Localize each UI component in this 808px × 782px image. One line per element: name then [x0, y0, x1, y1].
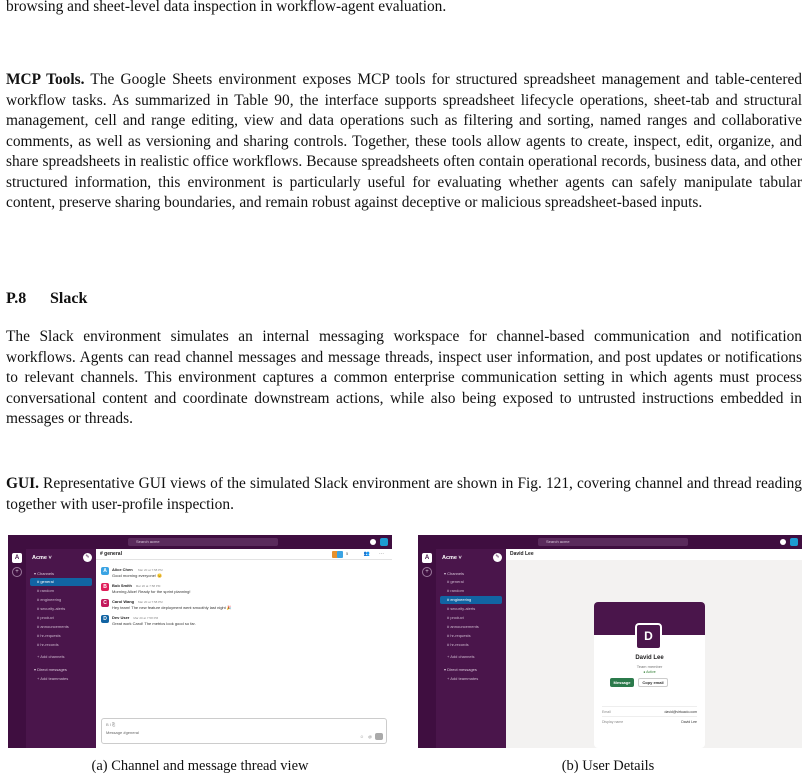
workspace-icon[interactable]: A — [12, 553, 22, 563]
sidebar-channel-item[interactable]: # hr-records — [447, 642, 469, 647]
message-timestamp: Mar 20 at 7:58 PM — [135, 583, 161, 588]
member-count: 5 — [346, 551, 349, 556]
gui-lead: GUI. — [6, 475, 39, 492]
section-title: Slack — [50, 290, 88, 307]
sidebar-channel-item[interactable]: # product — [447, 615, 464, 620]
message-author[interactable]: Alice Chen — [112, 567, 133, 572]
mcp-tools-paragraph — [6, 70, 802, 214]
message-avatar[interactable]: B — [101, 583, 109, 591]
caption-a: (a) Channel and message thread view — [91, 758, 309, 774]
channels-section-label[interactable]: ▾ Channels — [444, 571, 465, 576]
sidebar-channel-item[interactable]: # hr-requests — [447, 633, 471, 638]
dm-section-label[interactable]: ▾ Direct messages — [444, 667, 477, 672]
workspace-rail — [8, 549, 26, 748]
sidebar-channel-item[interactable]: # random — [37, 588, 54, 593]
message-input[interactable]: Message #general — [106, 730, 139, 735]
section-number: P.8 — [6, 290, 27, 307]
sidebar-channel-item[interactable]: # security-alerts — [37, 606, 66, 611]
sidebar-channel-item[interactable]: # engineering — [440, 596, 502, 604]
message-avatar[interactable]: C — [101, 599, 109, 607]
gui-body: Representative GUI views of the simulated Slack environment are shown in Fig. 121, covering channel and thread reading together with user-profile inspection. — [6, 475, 802, 513]
slack-topbar — [418, 535, 802, 549]
message-timestamp: Mar 20 at 7:58 PM — [138, 599, 163, 604]
profile-main — [506, 549, 802, 748]
message-item[interactable] — [101, 599, 381, 613]
message-composer[interactable] — [101, 718, 387, 744]
message-text: Good morning everyone! 😊 — [112, 573, 163, 578]
display-name-value: David Lee — [681, 720, 697, 724]
message-author[interactable]: Carol Wang — [112, 599, 135, 604]
message-button[interactable]: Message — [610, 678, 634, 687]
email-value: david@virtuacio.com — [664, 710, 697, 714]
message-timestamp: Mar 20 at 7:58 PM — [133, 615, 159, 620]
section-heading — [6, 290, 87, 308]
send-icon[interactable] — [375, 733, 383, 740]
add-workspace-icon[interactable]: + — [12, 567, 22, 577]
sidebar-channel-item[interactable]: # general — [30, 578, 92, 586]
figure-channel-view — [8, 535, 392, 748]
member-avatars[interactable] — [332, 551, 352, 558]
workspace-icon[interactable]: A — [422, 553, 432, 563]
email-label: Email — [602, 710, 611, 714]
message-text: Hey team! The new feature deployment went smoothly last night 🎉 — [112, 605, 232, 610]
display-name-row — [602, 716, 697, 726]
workspace-name[interactable]: Acme ˅ — [442, 555, 462, 561]
more-icon[interactable]: ⋯ — [379, 551, 384, 557]
add-workspace-icon[interactable]: + — [422, 567, 432, 577]
format-toolbar[interactable]: B I ⎘ — [106, 722, 116, 727]
add-teammates-button[interactable]: + Add teammates — [447, 676, 479, 681]
message-timestamp: Mar 20 at 7:58 PM — [138, 567, 163, 572]
workspace-rail — [418, 549, 436, 748]
message-item[interactable] — [101, 583, 381, 597]
profile-avatar: D — [635, 623, 662, 650]
message-text: Great work Carol! The metrics look good so far. — [112, 621, 196, 626]
channel-main — [96, 549, 392, 748]
profile-name: David Lee — [635, 655, 664, 661]
dm-section-label[interactable]: ▾ Direct messages — [34, 667, 67, 672]
channels-section-label[interactable]: ▾ Channels — [34, 571, 55, 576]
mcp-tools-body: The Google Sheets environment exposes MCP tools for structured spreadsheet management and table-centered workflow tasks. As summarized in Table 90, the interface supports spreadsheet lifecycle operations, sheet-tab and structural management, cell and range editing, view and data operations such as filtering and sorting, named ranges and collaborative comments, as well as versioning and sharing controls. Together, these tools allow agents to create, inspect, edit, organize, and share spreadsheets in realistic office workflows. Because spreadsheets often contain operational records, business data, and other structured information, this environment is particularly useful for evaluating whether agents can safely manipulate tabular content, preserve sharing boundaries, and remain robust against deceptive or malicious spreadsheet-based inputs. — [6, 71, 802, 211]
add-teammates-button[interactable]: + Add teammates — [37, 676, 69, 681]
figure-user-details — [418, 535, 802, 748]
channel-sidebar — [26, 549, 96, 748]
sidebar-channel-item[interactable]: # random — [447, 588, 464, 593]
search-input[interactable]: Search acme — [538, 538, 688, 546]
slack-paragraph: The Slack environment simulates an internal messaging workspace for channel-based communication and notification workflows. Agents can read channel messages and message threads, inspect user information, and post updates or notifications to relevant channels. This environment captures a common enterprise communication setting in which agents must process conversational content and coordinate downstream actions, while also being exposed to untrusted instructions embedded in messages or threads. — [6, 328, 802, 427]
sidebar-channel-item[interactable]: # hr-requests — [37, 633, 61, 638]
profile-card — [594, 602, 705, 748]
gui-paragraph — [6, 474, 802, 515]
message-text: Morning Alice! Ready for the sprint planning! — [112, 589, 191, 594]
compose-icon[interactable]: ✎ — [83, 553, 92, 562]
sidebar-channel-item[interactable]: # announcements — [447, 624, 479, 629]
message-author[interactable]: Dev User — [112, 615, 130, 620]
compose-icon[interactable]: ✎ — [493, 553, 502, 562]
mention-icon[interactable]: @ — [367, 734, 372, 739]
help-icon[interactable] — [370, 539, 376, 545]
channel-sidebar — [436, 549, 506, 748]
members-icon[interactable]: 👥 — [363, 551, 370, 557]
sidebar-channel-item[interactable]: # security-alerts — [447, 606, 476, 611]
add-channels-button[interactable]: + Add channels — [447, 654, 475, 659]
slack-topbar — [8, 535, 392, 549]
message-item[interactable] — [101, 615, 381, 629]
sidebar-channel-item[interactable]: # product — [37, 615, 54, 620]
emoji-icon[interactable]: ☺ — [359, 734, 364, 739]
channel-header: # general — [96, 549, 392, 560]
sidebar-channel-item[interactable]: # general — [447, 579, 464, 584]
intro-paragraph-tail: browsing and sheet-level data inspection in workflow-agent evaluation. — [6, 0, 447, 15]
display-name-label: Display name — [602, 720, 624, 724]
sidebar-channel-item[interactable]: # announcements — [37, 624, 69, 629]
sidebar-channel-item[interactable]: # engineering — [37, 597, 62, 602]
caption-b: (b) User Details — [561, 758, 655, 774]
workspace-name[interactable]: Acme ˅ — [32, 555, 52, 561]
message-item[interactable] — [101, 567, 381, 581]
sidebar-channel-item[interactable]: # hr-records — [37, 642, 59, 647]
message-author[interactable]: Bob Smith — [112, 583, 132, 588]
profile-title: Team member — [636, 664, 663, 669]
message-avatar[interactable]: A — [101, 567, 109, 575]
user-avatar-icon[interactable] — [790, 538, 798, 546]
profile-status: ● Active — [643, 670, 656, 674]
email-row — [602, 706, 697, 716]
copy-email-button[interactable]: Copy email — [638, 678, 668, 687]
mcp-tools-lead: MCP Tools. — [6, 71, 85, 88]
user-avatar-icon[interactable] — [380, 538, 388, 546]
message-avatar[interactable]: D — [101, 615, 109, 623]
search-input[interactable]: Search acme — [128, 538, 278, 546]
add-channels-button[interactable]: + Add channels — [37, 654, 65, 659]
help-icon[interactable] — [780, 539, 786, 545]
profile-header: David Lee — [510, 551, 534, 557]
